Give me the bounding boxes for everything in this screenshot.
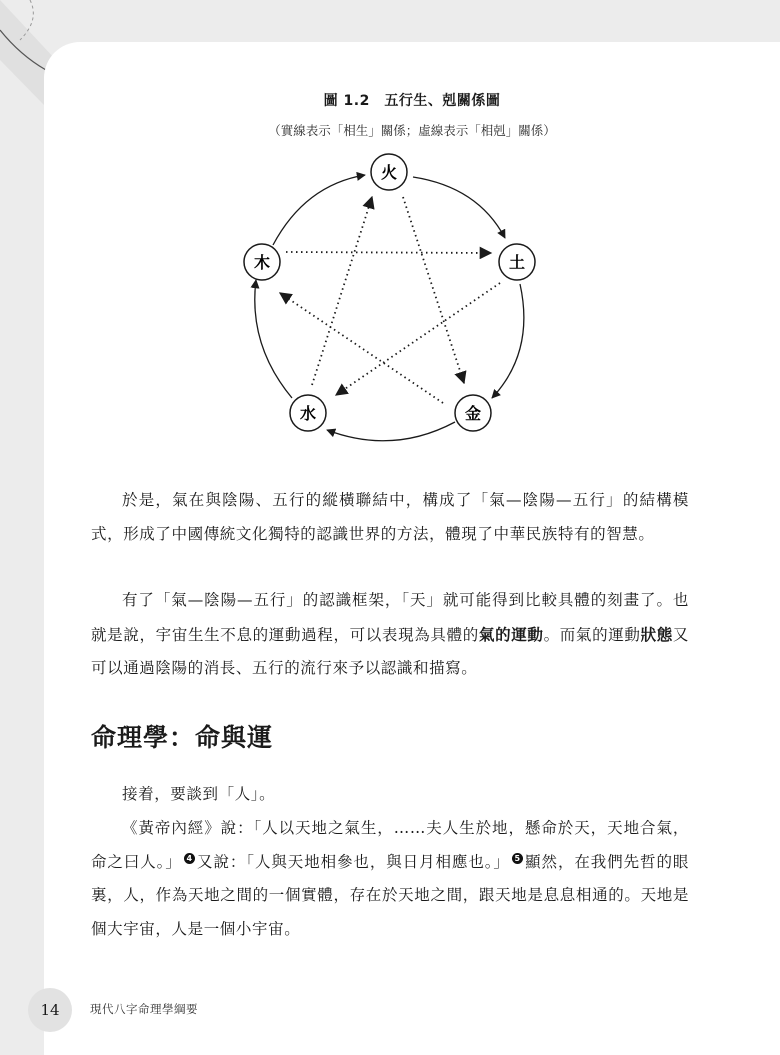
svg-text:木: 木 xyxy=(253,253,271,272)
node-water xyxy=(290,395,326,431)
quote-text-3: 顯然，在我們先哲的眼裏，人，作為天地之間的一個實體，存在於天地之間，跟天地是息息相通的。天地是個大宇宙，人是一個小宇宙。 xyxy=(91,852,689,938)
overcome-arrow-water-fire xyxy=(312,197,372,385)
paragraph-framework-text-2: 。而氣的運動 xyxy=(543,625,641,644)
generate-arrow-water-wood xyxy=(255,280,292,398)
paragraph-framework-text-1: 有了「氣—陰陽—五行」的認識框架，「天」就可能得到比較具體的刻畫了。也就是說，宇宙生生不息的運動過程，可以表現為具體的 xyxy=(91,591,689,644)
figure-title: 圖 1.2 五行生、剋關係圖 xyxy=(323,93,501,109)
overcome-arrow-wood-earth xyxy=(286,252,491,253)
quote-text-2: 又說：「人與天地相參也，與日月相應也。」 xyxy=(196,852,510,871)
node-metal xyxy=(455,395,491,431)
figure-subtitle: （實線表示「相生」關係；虛線表示「相剋」關係） xyxy=(268,123,556,138)
emphasis-state: 狀態 xyxy=(640,624,673,644)
generate-arrow-metal-water xyxy=(327,422,455,441)
svg-text:土: 土 xyxy=(508,253,526,272)
generate-arrow-fire-earth xyxy=(413,177,505,238)
paragraph-framework xyxy=(91,584,689,686)
overcome-arrow-earth-water xyxy=(336,283,500,395)
quote-text-1: 《黃帝內經》說：「人以天地之氣生，……夫人生於地，懸命於天，天地合氣，命之曰人。」 xyxy=(91,819,689,871)
paragraph-huangdi-neijing xyxy=(91,812,689,946)
emphasis-qi-motion: 氣的運動 xyxy=(478,624,544,644)
section-heading: 命理學：命與運 xyxy=(91,723,274,752)
svg-text:火: 火 xyxy=(380,163,398,182)
svg-text:金: 金 xyxy=(464,404,482,423)
node-fire xyxy=(371,154,407,190)
page-number: 14 xyxy=(28,988,72,1032)
footnote-marker-5[interactable]: 5 xyxy=(512,853,523,864)
overcome-arrow-fire-metal xyxy=(403,197,464,383)
node-wood xyxy=(244,244,280,280)
paragraph-qi-yinyang: 於是，氣在與陰陽、五行的縱橫聯結中，構成了「氣—陰陽—五行」的結構模式，形成了中國傳統文化獨特的認識世界的方法，體現了中華民族特有的智慧。 xyxy=(91,491,689,543)
generate-arrow-wood-fire xyxy=(273,175,365,245)
generate-arrow-earth-metal xyxy=(492,284,524,398)
paragraph-person: 接着，要談到「人」。 xyxy=(122,785,276,803)
paragraph-framework-text-3: 又可以通過陰陽的消長、五行的流行來予以認識和描寫。 xyxy=(91,625,689,677)
footnote-marker-4[interactable]: 4 xyxy=(184,853,195,864)
overcome-arrow-metal-wood xyxy=(280,293,443,403)
running-footer-title: 現代八字命理學綱要 xyxy=(90,1002,198,1016)
svg-text:水: 水 xyxy=(299,404,317,423)
node-earth xyxy=(499,244,535,280)
